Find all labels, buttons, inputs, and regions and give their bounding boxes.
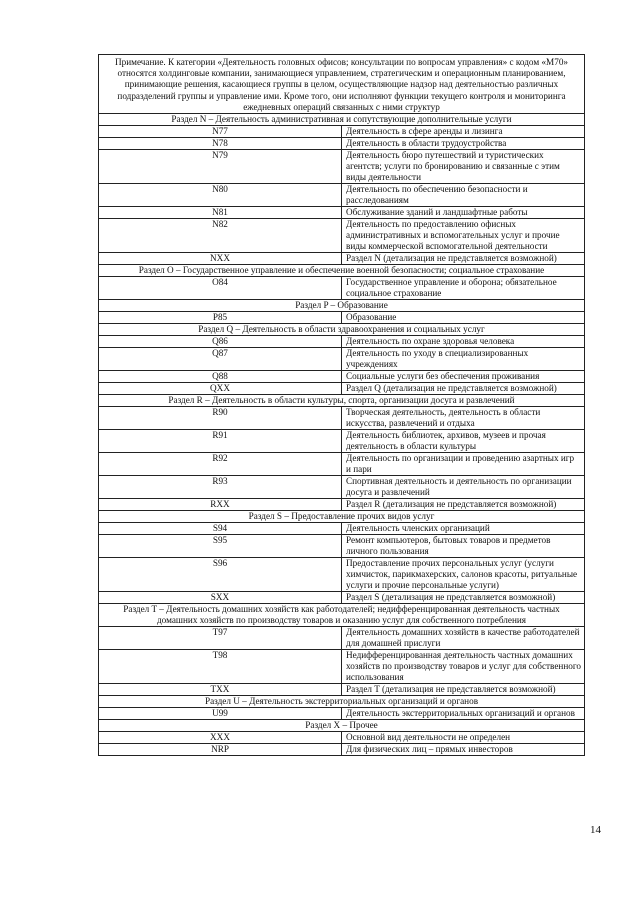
activity-code: O84: [99, 277, 342, 300]
table-row: [99, 708, 585, 720]
table-row: [99, 684, 585, 696]
activity-description: Деятельность экстерриториальных организаций и органов: [342, 708, 585, 720]
section-header-row: [99, 300, 585, 312]
activity-code: T97: [99, 627, 342, 650]
activity-code: Q88: [99, 371, 342, 383]
activity-description: Деятельность в сфере аренды и лизинга: [342, 126, 585, 138]
section-header-row: [99, 265, 585, 277]
activity-description: Ремонт компьютеров, бытовых товаров и предметов личного пользования: [342, 535, 585, 558]
activity-code: N78: [99, 138, 342, 150]
activity-description: Спортивная деятельность и деятельность по организации досуга и развлечений: [342, 476, 585, 499]
table-row: [99, 184, 585, 207]
section-title: Раздел R – Деятельность в области культуры, спорта, организации досуга и развлечений: [99, 395, 585, 407]
table-row: [99, 499, 585, 511]
activity-description: Раздел S (детализация не представляется возможной): [342, 592, 585, 604]
table-row: [99, 219, 585, 253]
classification-table-body: [99, 55, 585, 756]
section-header-row: [99, 720, 585, 732]
table-row: [99, 312, 585, 324]
activity-code: N77: [99, 126, 342, 138]
activity-code: S94: [99, 523, 342, 535]
activity-code: SXX: [99, 592, 342, 604]
activity-description: Раздел T (детализация не представляется возможной): [342, 684, 585, 696]
section-title: Раздел S – Предоставление прочих видов услуг: [99, 511, 585, 523]
section-title: Раздел T – Деятельность домашних хозяйств как работодателей; недифференцированная деятельность частных домашних хозяйств по производству товаров и оказанию услуг для собственного потребления: [99, 604, 585, 627]
activity-description: Раздел R (детализация не представляется возможной): [342, 499, 585, 511]
section-title: Раздел O – Государственное управление и обеспечение военной безопасности; социальное страхование: [99, 265, 585, 277]
activity-description: Деятельность бюро путешествий и туристических агентств; услуги по бронированию и связанные с этим виды деятельности: [342, 150, 585, 184]
table-row: [99, 523, 585, 535]
activity-description: Деятельность по предоставлению офисных административных и вспомогательных услуг и прочие виды коммерческой вспомогательной деятельности: [342, 219, 585, 253]
activity-description: Для физических лиц – прямых инвесторов: [342, 744, 585, 756]
activity-description: Раздел Q (детализация не представляется возможной): [342, 383, 585, 395]
section-title: Раздел X – Прочее: [99, 720, 585, 732]
table-row: [99, 627, 585, 650]
activity-description: Обслуживание зданий и ландшафтные работы: [342, 207, 585, 219]
table-row: [99, 336, 585, 348]
activity-description: Деятельность в области трудоустройства: [342, 138, 585, 150]
classification-table: [98, 54, 585, 756]
table-row: [99, 150, 585, 184]
activity-description: Недифференцированная деятельность частных домашних хозяйств по производству товаров и услуг для собственного использования: [342, 650, 585, 684]
activity-code: R90: [99, 407, 342, 430]
activity-description: Деятельность по организации и проведению азартных игр и пари: [342, 453, 585, 476]
activity-code: S95: [99, 535, 342, 558]
activity-description: Деятельность по охране здоровья человека: [342, 336, 585, 348]
activity-code: R91: [99, 430, 342, 453]
activity-code: T98: [99, 650, 342, 684]
section-header-row: [99, 114, 585, 126]
activity-description: Деятельность домашних хозяйств в качестве работодателей для домашней прислуги: [342, 627, 585, 650]
activity-code: XXX: [99, 732, 342, 744]
table-row: [99, 535, 585, 558]
activity-code: NRP: [99, 744, 342, 756]
table-row: [99, 207, 585, 219]
table-row: [99, 138, 585, 150]
table-row: [99, 383, 585, 395]
activity-description: Раздел N (детализация не представляется возможной): [342, 253, 585, 265]
section-title: Раздел N – Деятельность административная и сопутствующие дополнительные услуги: [99, 114, 585, 126]
activity-code: R92: [99, 453, 342, 476]
page-number: 14: [590, 824, 601, 836]
activity-description: Творческая деятельность, деятельность в области искусства, развлечений и отдыха: [342, 407, 585, 430]
activity-code: Q86: [99, 336, 342, 348]
section-header-row: [99, 696, 585, 708]
activity-code: N82: [99, 219, 342, 253]
table-row: [99, 253, 585, 265]
activity-code: U99: [99, 708, 342, 720]
activity-description: Социальные услуги без обеспечения проживания: [342, 371, 585, 383]
section-title: Раздел Q – Деятельность в области здравоохранения и социальных услуг: [99, 324, 585, 336]
table-row: [99, 371, 585, 383]
table-row: [99, 744, 585, 756]
section-header-row: [99, 604, 585, 627]
table-row: [99, 277, 585, 300]
section-title: Раздел U – Деятельность экстерриториальных организаций и органов: [99, 696, 585, 708]
activity-description: Деятельность по обеспечению безопасности и расследованиям: [342, 184, 585, 207]
activity-code: N81: [99, 207, 342, 219]
activity-description: Предоставление прочих персональных услуг (услуги химчисток, парикмахерских, салонов красоты, ритуальные услуги и прочие персональные услуги): [342, 558, 585, 592]
activity-code: N80: [99, 184, 342, 207]
activity-code: N79: [99, 150, 342, 184]
activity-description: Деятельность по уходу в специализированных учреждениях: [342, 348, 585, 371]
table-row: [99, 592, 585, 604]
activity-code: R93: [99, 476, 342, 499]
activity-code: S96: [99, 558, 342, 592]
activity-code: P85: [99, 312, 342, 324]
note-text: Примечание. К категории «Деятельность головных офисов; консультации по вопросам управления» с кодом «M70» относятся холдинговые компании, занимающиеся управлением, стратегическим и операционным планированием, принимающие решения, касающиеся группы в целом, осуществляющие надзор над деятельностью различных подразделений группы и управление ими. Кроме того, они исполняют функции текущего контроля и мониторинга ежедневных операций связанных с ними структур: [99, 55, 585, 114]
table-row: [99, 558, 585, 592]
activity-code: Q87: [99, 348, 342, 371]
table-row: [99, 348, 585, 371]
activity-code: TXX: [99, 684, 342, 696]
section-title: Раздел P – Образование: [99, 300, 585, 312]
activity-description: Деятельность членских организаций: [342, 523, 585, 535]
table-row: [99, 453, 585, 476]
activity-code: NXX: [99, 253, 342, 265]
table-row: [99, 407, 585, 430]
note-row: [99, 55, 585, 114]
activity-description: Образование: [342, 312, 585, 324]
table-row: [99, 650, 585, 684]
table-row: [99, 732, 585, 744]
activity-code: QXX: [99, 383, 342, 395]
section-header-row: [99, 511, 585, 523]
activity-description: Основной вид деятельности не определен: [342, 732, 585, 744]
activity-code: RXX: [99, 499, 342, 511]
activity-description: Деятельность библиотек, архивов, музеев и прочая деятельность в области культуры: [342, 430, 585, 453]
table-row: [99, 476, 585, 499]
table-row: [99, 126, 585, 138]
table-row: [99, 430, 585, 453]
activity-description: Государственное управление и оборона; обязательное социальное страхование: [342, 277, 585, 300]
section-header-row: [99, 324, 585, 336]
section-header-row: [99, 395, 585, 407]
